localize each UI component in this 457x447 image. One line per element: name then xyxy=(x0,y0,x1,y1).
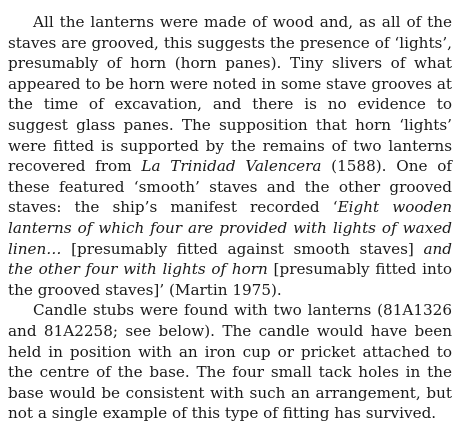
paragraph-lantern-materials xyxy=(8,12,452,300)
text-segment: [presumably fitted against smooth staves] xyxy=(61,239,424,258)
text-segment: [presumably fitted into the grooved staves]’ (Martin 1975). xyxy=(8,260,452,299)
manifest-quote-italic: Eight wooden lanterns of which four are provided with lights of waxed linen… xyxy=(8,198,452,258)
paragraph-candle-stubs xyxy=(8,300,452,424)
text-segment: Candle stubs were found with two lanterns (81A1326 and 81A2258; see below). The candle would have been held in position with an iron cup or pricket attached to the centre of the base. The four small tack holes in the base would be consistent with such an arrangement, but not a single example of this type of fitting has survived. xyxy=(8,301,452,423)
document-body xyxy=(8,12,452,424)
text-segment: (1588). One of these featured ‘smooth’ staves and the other grooved staves: the ship’s manifest recorded ‘ xyxy=(8,157,452,217)
manifest-quote-italic: and the other four with lights of horn xyxy=(8,239,452,279)
ship-name-italic: La Trinidad Valencera xyxy=(141,157,322,176)
text-segment: All the lanterns were made of wood and, as all of the staves are grooved, this suggests the presence of ‘lights’, presumably of horn (horn panes). Tiny slivers of what appeared to be horn were noted in some stave grooves at the time of excavation, and there is no evidence to suggest glass panes. The supposition that horn ‘lights’ were fitted is supported by the remains of two lanterns recovered from xyxy=(8,13,452,176)
